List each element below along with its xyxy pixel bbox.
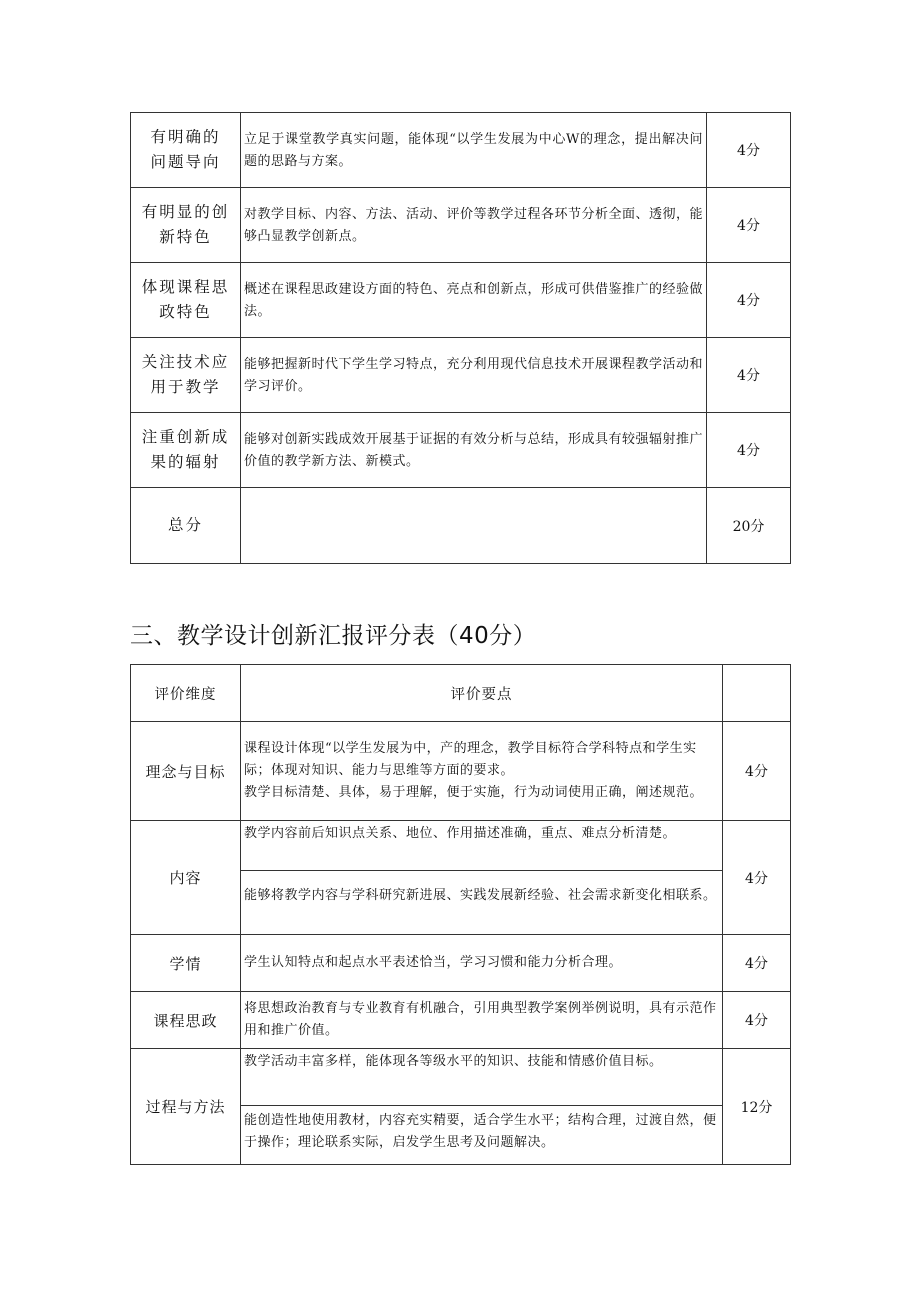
table-row bbox=[131, 413, 791, 488]
points-cell bbox=[241, 722, 723, 821]
criterion-text: 有明确的 问题导向 bbox=[150, 128, 221, 171]
total-score: 20分 bbox=[707, 488, 791, 564]
criterion-text: 有明显的创 新特色 bbox=[141, 203, 230, 246]
point-text: 课程设计体现“以学生发展为中，产的理念，教学目标符合学科特点和学生实际；体现对知识、能力与思维等方面的要求。 教学目标清楚、具体，易于理解，便于实施，行为动词使用正确，阐述规范。 bbox=[244, 741, 704, 800]
point-text: 教学活动丰富多样，能体现各等级水平的知识、技能和情感价值目标。 bbox=[241, 1049, 722, 1106]
dimension-cell: 过程与方法 bbox=[131, 1049, 241, 1165]
point-text: 能够将教学内容与学科研究新进展、实践发展新经验、社会需求新变化相联系。 bbox=[244, 888, 717, 903]
points-cell: 将思想政治教育与专业教育有机融合，引用典型教学案例举例说明，具有示范作用和推广价值。 bbox=[241, 992, 723, 1049]
criterion-cell bbox=[131, 113, 241, 188]
score-cell: 4分 bbox=[723, 992, 791, 1049]
points-cell bbox=[241, 821, 723, 935]
table-row bbox=[131, 188, 791, 263]
table-row bbox=[131, 935, 791, 992]
table-row bbox=[131, 263, 791, 338]
point-text: 能创造性地使用教材，内容充实精要，适合学生水平；结构合理，过渡自然，便于操作；理论联系实际，启发学生思考及问题解决。 bbox=[244, 1113, 717, 1150]
header-row bbox=[131, 665, 791, 722]
points-cell bbox=[241, 1049, 723, 1165]
score-cell: 4分 bbox=[723, 722, 791, 821]
header-points: 评价要点 bbox=[241, 665, 723, 722]
dimension-cell: 内容 bbox=[131, 821, 241, 935]
section-title: 三、教学设计创新汇报评分表（40分） bbox=[130, 623, 537, 649]
header-dimension: 评价维度 bbox=[131, 665, 241, 722]
dimension-cell: 理念与目标 bbox=[131, 722, 241, 821]
description-cell: 能够把握新时代下学生学习特点，充分利用现代信息技术开展课程教学活动和学习评价。 bbox=[241, 338, 707, 413]
total-label: 总分 bbox=[131, 488, 241, 564]
score-cell: 4分 bbox=[723, 935, 791, 992]
criterion-text: 体现课程思 政特色 bbox=[141, 278, 230, 321]
points-cell: 学生认知特点和起点水平表述恰当，学习习惯和能力分析合理。 bbox=[241, 935, 723, 992]
table-row bbox=[131, 992, 791, 1049]
dimension-cell: 学情 bbox=[131, 935, 241, 992]
criterion-cell bbox=[131, 263, 241, 338]
criterion-cell bbox=[131, 188, 241, 263]
dimension-cell: 课程思政 bbox=[131, 992, 241, 1049]
score-cell: 4分 bbox=[707, 413, 791, 488]
criterion-cell bbox=[131, 338, 241, 413]
criterion-cell bbox=[131, 413, 241, 488]
report-score-table bbox=[130, 664, 791, 1165]
score-cell: 4分 bbox=[707, 338, 791, 413]
score-cell: 4分 bbox=[707, 113, 791, 188]
score-cell: 4分 bbox=[707, 263, 791, 338]
description-cell: 立足于课堂教学真实问题，能体现“以学生发展为中心W的理念，提出解决问题的思路与方案。 bbox=[241, 113, 707, 188]
total-description bbox=[241, 488, 707, 564]
criterion-text: 注重创新成 果的辐射 bbox=[141, 428, 230, 471]
score-cell: 4分 bbox=[707, 188, 791, 263]
table-row bbox=[131, 821, 791, 935]
table-row bbox=[131, 113, 791, 188]
point-text: 教学内容前后知识点关系、地位、作用描述准确，重点、难点分析清楚。 bbox=[241, 821, 722, 871]
score-cell: 12分 bbox=[723, 1049, 791, 1165]
criteria-score-table bbox=[130, 112, 791, 564]
description-cell: 概述在课程思政建设方面的特色、亮点和创新点，形成可供借鉴推广的经验做法。 bbox=[241, 263, 707, 338]
description-cell: 能够对创新实践成效开展基于证据的有效分析与总结，形成具有较强辐射推广价值的教学新方法、新模式。 bbox=[241, 413, 707, 488]
description-cell: 对教学目标、内容、方法、活动、评价等教学过程各环节分析全面、透彻，能够凸显教学创新点。 bbox=[241, 188, 707, 263]
table-row bbox=[131, 722, 791, 821]
criterion-text: 关注技术应 用于教学 bbox=[141, 353, 230, 396]
score-cell: 4分 bbox=[723, 821, 791, 935]
header-score bbox=[723, 665, 791, 722]
table-row bbox=[131, 338, 791, 413]
total-row bbox=[131, 488, 791, 564]
table-row bbox=[131, 1049, 791, 1165]
